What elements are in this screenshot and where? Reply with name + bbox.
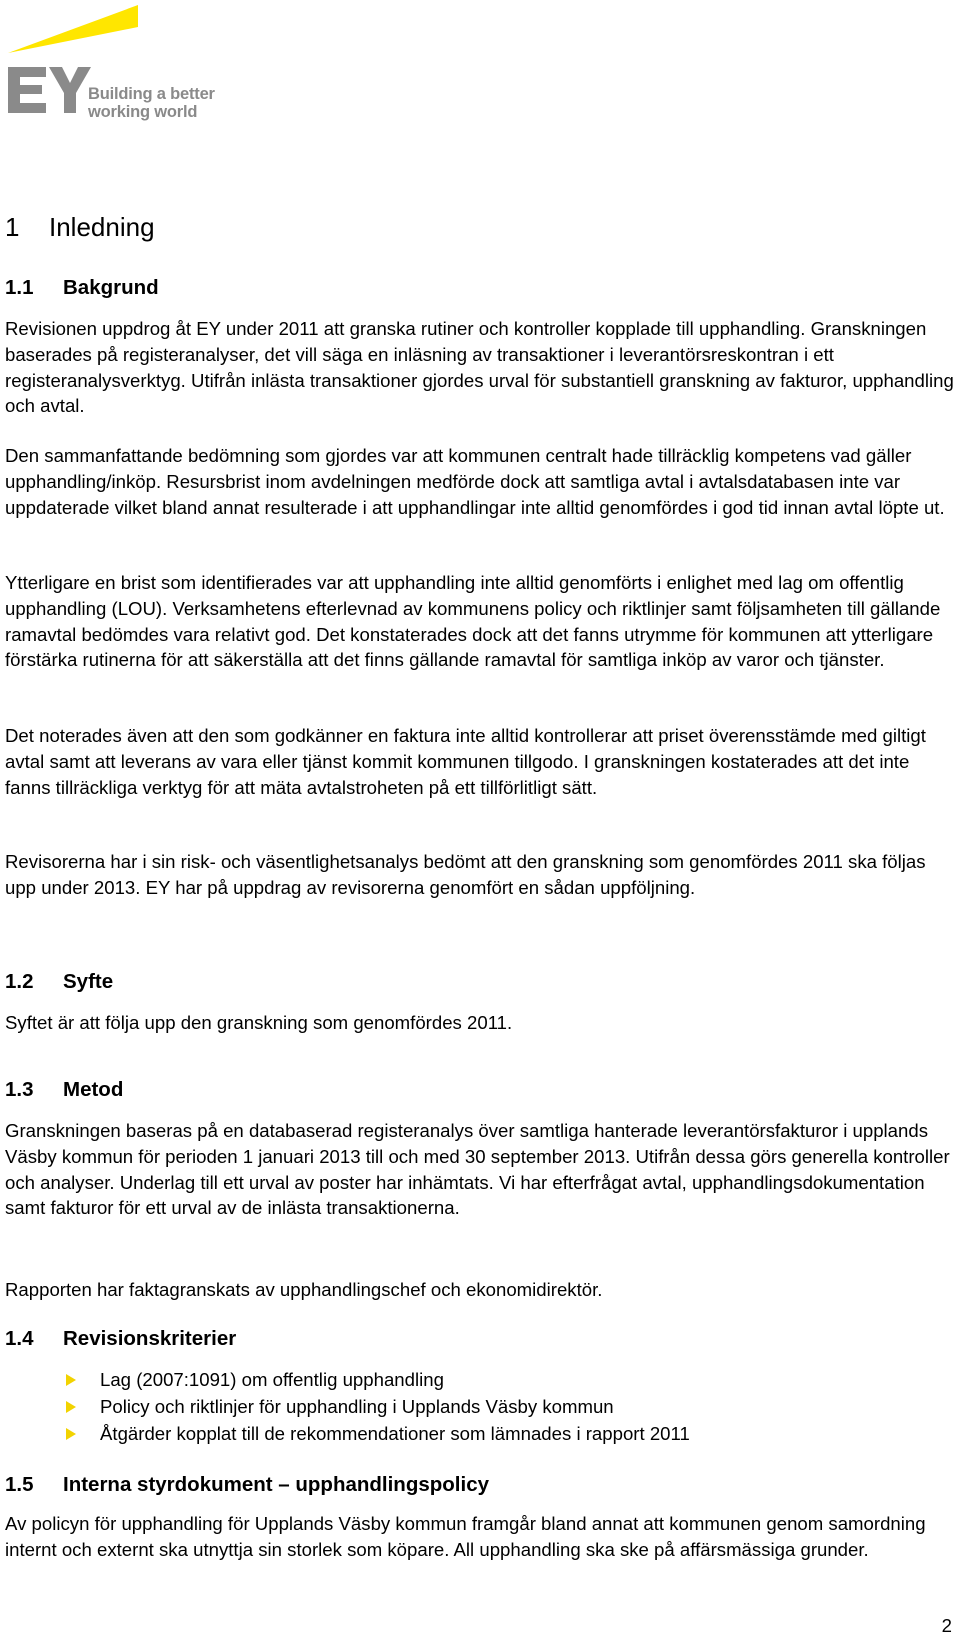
bakgrund-paragraph-5: Revisorerna har i sin risk- och väsentlighetsanalys bedömt att den granskning som genomfördes 2011 ska följas upp under 2013. EY har på uppdrag av revisorerna genomfört en sådan uppföljning. <box>5 851 926 898</box>
list-item <box>65 1366 690 1393</box>
metod-paragraph-1: Granskningen baseras på en databaserad registeranalys över samtliga hanterade leverantörsfakturor i upplands Väsby kommun för perioden 1 januari 2013 till och med 30 september 2013. Utifrån dessa görs generella kontroller och analyser. Underlag till ett urval av poster har inhämtats. Vi har efterfrågat avtal, upphandlingsdokumentation samt fakturor för ett urval av de inlästa transaktionerna. <box>5 1120 950 1219</box>
section-1-1-heading <box>5 276 159 300</box>
logo-tagline <box>88 85 215 121</box>
bakgrund-paragraph-4: Det noterades även att den som godkänner en faktura inte alltid kontrollerar att priset överensstämde med giltigt avtal samt att leverans av vara eller tjänst kommit kommunen tillgodo. I granskningen kostaterades att det inte fanns tillräckliga verktyg för att mäta avtalstroheten på ett tillförlitligt sätt. <box>5 725 926 798</box>
list-item <box>65 1393 690 1420</box>
ey-logo <box>8 5 238 120</box>
revisionskriterier-list <box>65 1366 690 1447</box>
bakgrund-paragraph-1: Revisionen uppdrog åt EY under 2011 att granska rutiner och kontroller kopplade till upphandling. Granskningen baserades på registeranalyser, det vill säga en inläsning av transaktioner i leverantörsreskontran i ett registeranalysverktyg. Utifrån inlästa transaktioner gjordes urval för substantiell granskning av fakturor, upphandling och avtal. <box>5 318 954 417</box>
section-1-number: 1 <box>5 212 20 242</box>
list-item <box>65 1420 690 1447</box>
section-1-4-number: 1.4 <box>5 1327 34 1350</box>
syfte-paragraph: Syftet är att följa upp den granskning som genomfördes 2011. <box>5 1012 513 1033</box>
bakgrund-paragraph-2: Den sammanfattande bedömning som gjordes var att kommunen centralt hade tillräcklig kompetens vad gäller upphandling/inköp. Resursbrist inom avdelningen medförde dock att samtliga avtal i avtalsdatabasen inte var uppdaterade vilket bland annat resulterade i att upphandlingar inte alltid genomfördes i god tid innan avtal löpte ut. <box>5 445 945 518</box>
section-1-5-heading <box>5 1473 489 1497</box>
section-1-3-number: 1.3 <box>5 1078 34 1101</box>
list-item-text: Lag (2007:1091) om offentlig upphandling <box>100 1369 444 1390</box>
section-1-3-heading <box>5 1078 123 1102</box>
section-1-heading <box>5 212 155 243</box>
section-1-2-heading <box>5 970 113 994</box>
section-1-4-heading <box>5 1327 236 1351</box>
section-1-2-number: 1.2 <box>5 970 34 993</box>
section-1-3-title: Metod <box>63 1078 124 1101</box>
section-1-1-number: 1.1 <box>5 276 34 299</box>
triangle-bullet-icon <box>66 1401 76 1413</box>
bakgrund-paragraph-3: Ytterligare en brist som identifierades var att upphandling inte alltid genomförts i enlighet med lag om offentlig upphandling (LOU). Verksamhetens efterlevnad av kommunens policy och riktlinjer samt följsamheten till gällande ramavtal bedömdes vara relativt god. Det konstaterades dock att det fanns utrymme för kommunen att ytterligare förstärka rutinerna för att säkerställa att det finns gällande ramavtal för samtliga inköp av varor och tjänster. <box>5 572 941 671</box>
list-item-text: Policy och riktlinjer för upphandling i Upplands Väsby kommun <box>100 1396 614 1417</box>
triangle-bullet-icon <box>66 1374 76 1386</box>
logo-tagline-line2: working world <box>88 103 198 121</box>
section-1-1-title: Bakgrund <box>63 276 159 299</box>
metod-paragraph-2: Rapporten har faktagranskats av upphandlingschef och ekonomidirektör. <box>5 1279 603 1300</box>
triangle-bullet-icon <box>66 1428 76 1440</box>
section-1-title: Inledning <box>49 212 155 242</box>
logo-tagline-line1: Building a better <box>88 85 215 103</box>
section-1-5-title: Interna styrdokument – upphandlingspolicy <box>63 1473 489 1496</box>
page-number: 2 <box>941 1615 952 1636</box>
section-1-4-title: Revisionskriterier <box>63 1327 237 1350</box>
list-item-text: Åtgärder kopplat till de rekommendationer som lämnades i rapport 2011 <box>100 1423 690 1444</box>
styrdokument-paragraph: Av policyn för upphandling för Upplands Väsby kommun framgår bland annat att kommunen genom samordning internt och externt ska utnyttja sin storlek som köpare. All upphandling ska ske på affärsmässiga grunder. <box>5 1513 926 1560</box>
section-1-2-title: Syfte <box>63 970 114 993</box>
section-1-5-number: 1.5 <box>5 1473 34 1496</box>
